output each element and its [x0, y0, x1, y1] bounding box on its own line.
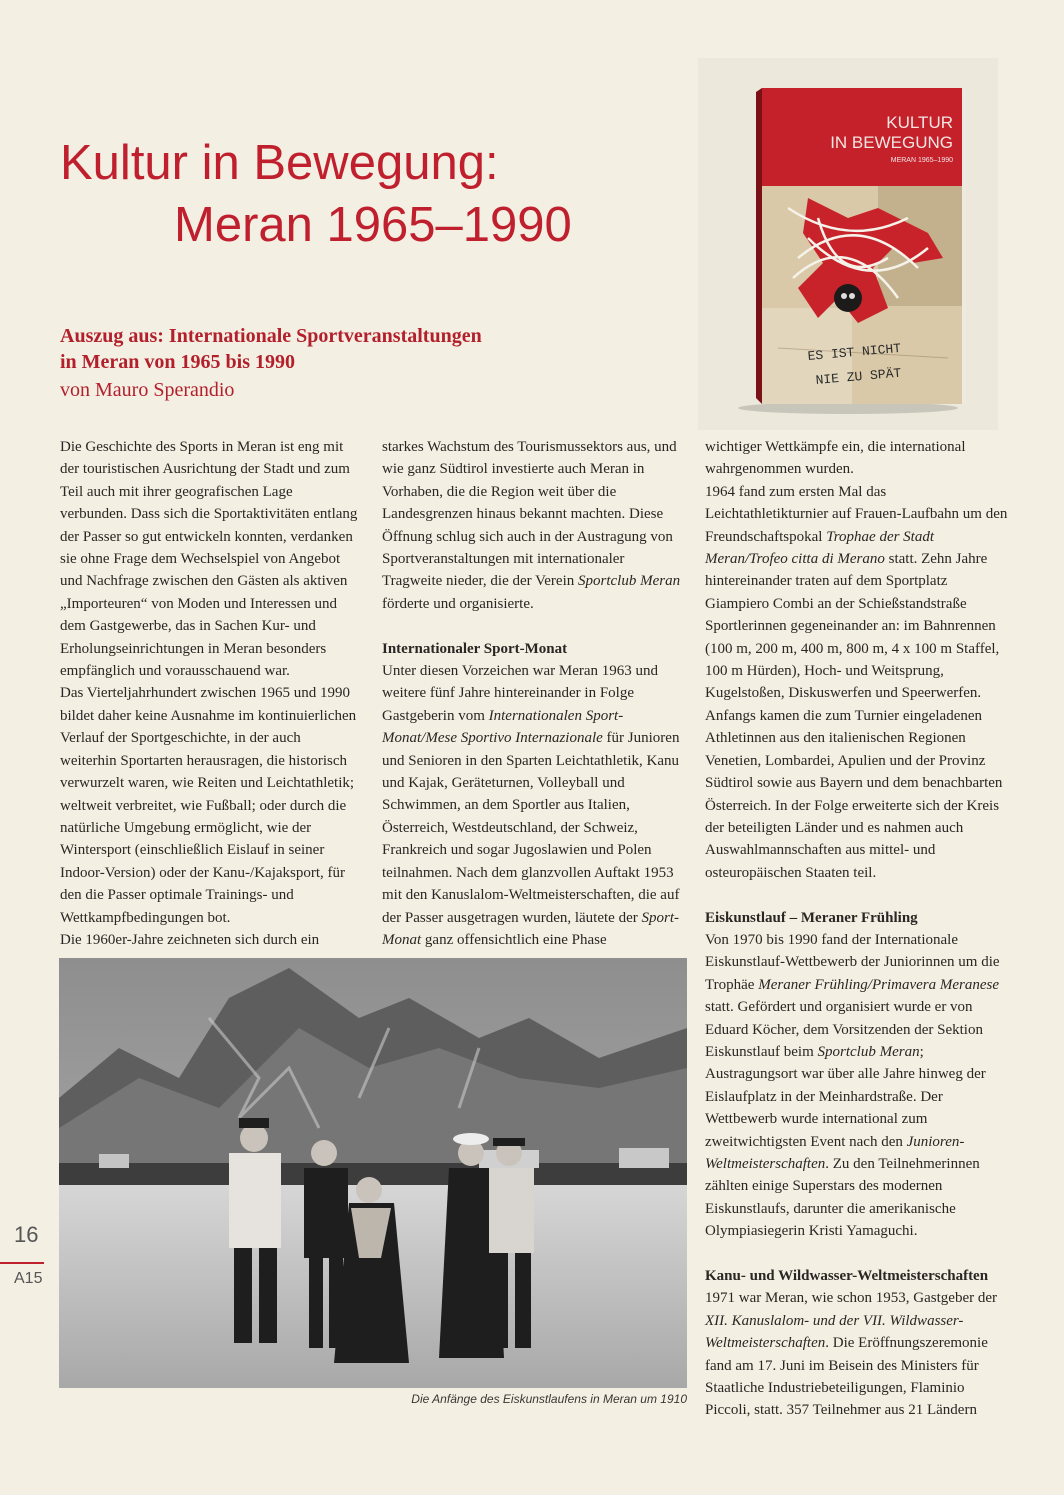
- paragraph: Von 1970 bis 1990 fand der Internationale Eiskunstlauf-Wettbewerb der Juniorinnen um die Trophäe Meraner Frühling/Primavera Meranese statt. Gefördert und organisiert wurde er von Eduard Köcher, dem Vorsitzenden der Sektion Eiskunstlauf beim Sportclub Meran; Austragungsort war über alle Jahre hinweg der Eislaufplatz in der Meinhardstraße. Der Wettbewerb wurde international zum zweitwichtigsten Event nach den Junioren-Weltmeisterschaften. Zu den Teilnehmerinnen zählten einige Superstars des modernen Eiskunstlaufs, darunter die amerikanische Olympiasiegerin Kristi Yamaguchi.: [705, 931, 1000, 1240]
- paragraph: 1964 fand zum ersten Mal das Leichtathletikturnier auf Frauen-Laufbahn um den Freundschaftspokal Trophae der Stadt Meran/Trofeo citta di Merano statt. Zehn Jahre hintereinander traten auf dem Sportplatz Giampiero Combi an der Schießstandstraße Sportlerinnen gegeneinander an: im Bahnrennen (100 m, 200 m, 400 m, 800 m, 4 x 100 m Staffel, 100 m Hürden), Hoch- und Weitsprung, Kugelstoßen, Diskuswerfen und Speerwerfen. Anfangs kamen die zum Turnier eingeladenen Athletinnen aus den italienischen Regionen Venetien, Lombardei, Apulien und der Provinz Südtirol sowie aus Bayern und dem benachbarten Österreich. In der Folge erweiterte sich der Kreis der beteiligten Länder und es nahmen auch Auswahlmannschaften aus mittel- und osteuropäischen Staaten teil.: [705, 483, 1008, 881]
- book-subtitle: MERAN 1965–1990: [890, 157, 953, 164]
- text-column-3: [705, 436, 1010, 1422]
- section-heading: Kanu- und Wildwasser-Weltmeisterschaften: [705, 1268, 989, 1284]
- article-subheading: [60, 323, 620, 403]
- subhead-line-2: in Meran von 1965 bis 1990: [60, 351, 296, 373]
- book-title-line-2: IN BEWEGUNG: [830, 133, 953, 152]
- subhead-line-1: Auszug aus: Internationale Sportveranstaltungen: [60, 325, 482, 347]
- paragraph: wichtiger Wettkämpfe ein, die international wahrgenommen wurden.: [705, 439, 966, 478]
- book-graffiti-line-1: ES IST NICHT: [807, 340, 902, 364]
- page-title: [60, 132, 572, 256]
- paragraph: Das Vierteljahrhundert zwischen 1965 und 1990 bildet daher keine Ausnahme im kontinuierlichen Verlauf der Sportgeschichte, in der auch weiterhin Sportarten herausragen, die historisch verwurzelt waren, wie Reiten und Leichtathletik; weltweit verbreitet, wie Fußball; oder durch die natürliche Umgebung ermöglicht, wie der Wintersport (einschließlich Eislauf in seiner Indoor-Version) oder der Kanu-/Kajaksport, für den die Passer optimale Trainings- und Wettkampfbedingungen bot.: [60, 685, 357, 926]
- title-line-1: Kultur in Bewegung:: [60, 136, 499, 190]
- paragraph: Unter diesen Vorzeichen war Meran 1963 und weitere fünf Jahre hintereinander in Folge Gastgeberin vom Internationalen Sport-Monat/Mese Sportivo Internazionale für Junioren und Senioren in den Sparten Leichtathletik, Kanu und Kajak, Geräteturnen, Volleyball und Schwimmen, an dem Sportler aus Italien, Österreich, Westdeutschland, der Schweiz, Frankreich und sogar Jugoslawien und Polen teilnahmen. Nach dem glanzvollen Auftakt 1953 mit den Kanuslalom-Weltmeisterschaften, die auf der Passer ausgetragen wurden, läutete der Sport-Monat ganz offensichtlich eine Phase: [382, 663, 680, 948]
- author-byline: von Mauro Sperandio: [60, 379, 235, 401]
- photo-caption: Die Anfänge des Eiskunstlaufens in Meran um 1910: [411, 1392, 687, 1406]
- paragraph: 1971 war Meran, wie schon 1953, Gastgeber der XII. Kanuslalom- und der VII. Wildwasser-Weltmeisterschaften. Die Eröffnungszeremonie fand am 17. Juni im Beisein des Ministers für Staatliche Industriebeteiligungen, Flaminio Piccoli, statt. 357 Teilnehmer aus 21 Ländern: [705, 1290, 997, 1419]
- paragraph: Die Geschichte des Sports in Meran ist eng mit der touristischen Ausrichtung der Stadt und zum Teil auch mit ihrer geografischen Lage verbunden. Dass sich die Sportaktivitäten entlang der Passer so gut entwickeln konnten, verdanken sie ohne Frage dem Wechselspiel von Angebot und Nachfrage zwischen den Gästen als aktiven „Importeuren“ von Moden und Interessen und dem Gastgewerbe, das in Sachen Kur- und Erholungseinrichtungen in Meran besonders empfänglich und vorausschauend war.: [60, 439, 358, 680]
- historic-skating-photo: [59, 958, 687, 1388]
- section-heading: Eiskunstlauf – Meraner Frühling: [705, 909, 918, 926]
- page-number-rule: [0, 1262, 44, 1264]
- book-graffiti-line-2: NIE ZU SPÄT: [815, 365, 902, 388]
- paragraph: starkes Wachstum des Tourismussektors aus, und wie ganz Südtirol investierte auch Meran in Vorhaben, die die Region weit über die Landesgrenzen hinaus bekannt machten. Diese Öffnung schlug sich auch in der Austragung von Sportveranstaltungen mit internationaler Tragweite nieder, die der Verein Sportclub Meran förderte und organisierte.: [382, 439, 681, 612]
- page-code: A15: [14, 1270, 43, 1287]
- page-number: 16: [14, 1222, 39, 1247]
- text-column-1: [60, 436, 360, 951]
- paragraph: Die 1960er-Jahre zeichneten sich durch ein: [60, 931, 320, 948]
- book-cover-image: [698, 58, 998, 430]
- section-heading: Internationaler Sport-Monat: [382, 640, 568, 657]
- book-title-line-1: KULTUR: [886, 113, 953, 132]
- title-line-2: Meran 1965–1990: [174, 198, 572, 252]
- text-column-2: [382, 436, 682, 951]
